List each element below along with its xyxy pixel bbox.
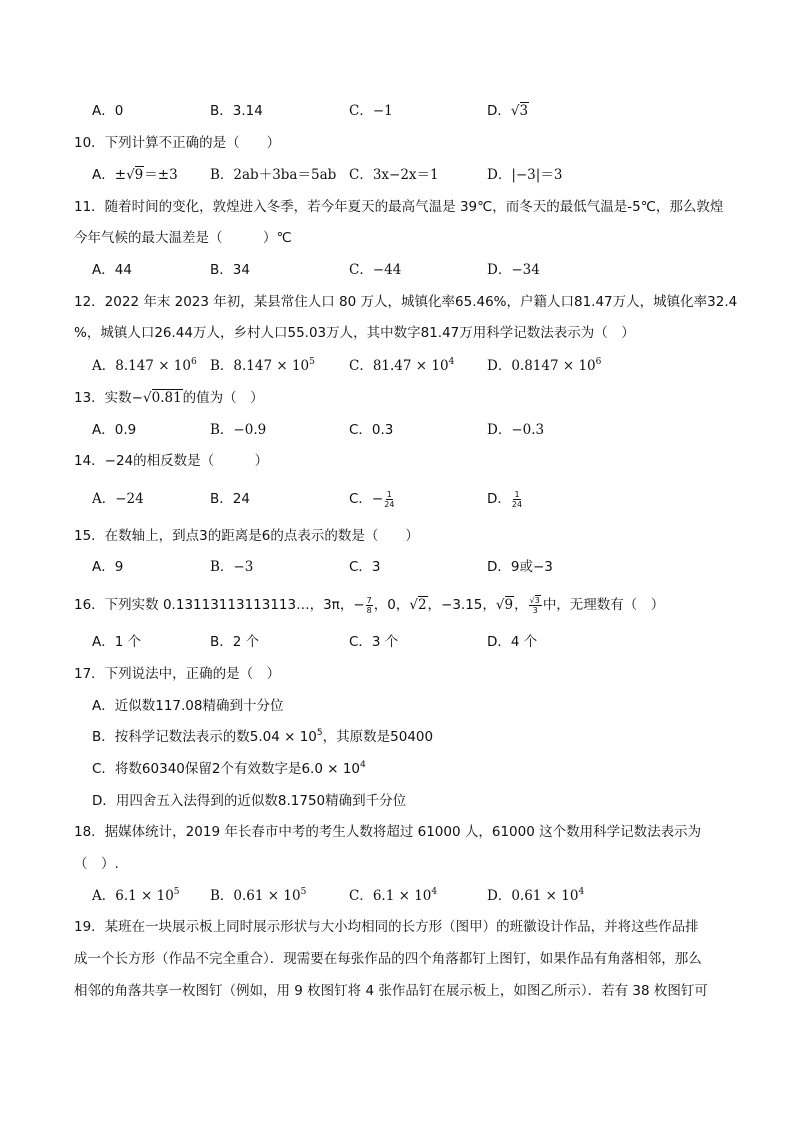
q10-option-a: A．±√9＝±3	[92, 167, 178, 183]
q12-option-b: B．$8.147 \times 10^5$	[210, 357, 315, 374]
q11-stem-line2: 今年气候的最大温差是（ ）℃	[74, 230, 292, 246]
q9-option-b: B．3.14	[210, 103, 263, 119]
q14-option-a: A．−24	[92, 491, 144, 507]
q19-stem-line1: 19．某班在一块展示板上同时展示形状与大小均相同的长方形（图甲）的班徽设计作品，并将这些作品排	[74, 919, 699, 935]
q11-option-c: C．−44	[349, 262, 402, 278]
sqrt-sign-icon: √2	[409, 597, 427, 613]
sqrt-sign-icon: √3	[510, 103, 529, 119]
q15-option-a: A．9	[92, 559, 124, 575]
q16-option-d: D．4 个	[487, 634, 538, 650]
q14-option-c: C．− $\frac{1}{24}$	[349, 489, 395, 509]
q12-option-d: D．$0.8147 \times 10^6$	[487, 357, 602, 374]
q17-option-d: D．用四舍五入法得到的近似数8.1750精确到千分位	[92, 793, 407, 809]
q19-stem-line3: 相邻的角落共享一枚图钉（例如，用 9 枚图钉将 4 张作品钉在展示板上，如图乙所示）．若有 38 枚图钉可	[74, 983, 708, 999]
q11-option-d: D．−34	[487, 262, 540, 278]
q11-option-b: B．34	[210, 262, 250, 278]
q10-stem: 10．下列计算不正确的是（ ）	[74, 135, 281, 151]
q12-stem-line2: %，城镇人口26.44万人，乡村人口55.03万人，其中数字81.47万用科学记数法表示为（ ）	[74, 325, 635, 341]
sqrt-sign-icon: √9	[126, 167, 144, 183]
q16-stem: 16．下列实数 0.13113113113113…，3π，− $\frac{7}{8}$ ，0，√2，−3.15，√9， $\frac{√3}{3}$ 中，无理数有（ ）	[74, 595, 665, 615]
q10-option-b: B．2ab＋3ba＝5ab	[210, 167, 337, 183]
q13-option-c: C．0.3	[349, 422, 394, 438]
q12-stem-line1: 12．2022 年末 2023 年初，某县常住人口 80 万人，城镇化率65.46%，户籍人口81.47万人，城镇化率32.4	[74, 294, 738, 310]
q12-option-a: A．$8.147 \times 10^6$	[92, 357, 197, 374]
q18-stem-line2: （ ）.	[74, 856, 119, 872]
fraction: $\frac{1}{24}$	[384, 489, 395, 509]
q10-option-d: D．|−3|＝3	[487, 167, 563, 183]
q11-stem-line1: 11．随着时间的变化，敦煌进入冬季，若今年夏天的最高气温是 39℃，而冬天的最低气温是-5℃，那么敦煌	[74, 199, 724, 215]
sqrt-sign-icon: √9	[495, 597, 514, 613]
q12-option-c: C．$81.47 \times 10^4$	[349, 357, 455, 374]
q15-option-b: B．−3	[210, 559, 254, 575]
q9-option-a: A．0	[92, 103, 124, 119]
q18-option-c: C．$6.1 \times 10^4$	[349, 887, 438, 904]
q15-stem: 15．在数轴上，到点3的距离是6的点表示的数是（ ）	[74, 528, 419, 544]
q13-stem: 13．实数−√0.81的值为（ ）	[74, 390, 264, 406]
q18-option-b: B．$0.61 \times 10^5$	[210, 887, 307, 904]
q18-stem-line1: 18．据媒体统计，2019 年长春市中考的考生人数将超过 61000 人，61000 这个数用科学记数法表示为	[74, 824, 702, 840]
q16-option-b: B．2 个	[210, 634, 260, 650]
fraction: $\frac{7}{8}$	[366, 595, 372, 615]
q10-option-c: C．3x−2x＝1	[349, 167, 439, 183]
q11-option-a: A．44	[92, 262, 132, 278]
q17-option-a: A．近似数117.08精确到十分位	[92, 698, 284, 714]
q18-option-a: A．$6.1 \times 10^5$	[92, 887, 180, 904]
q16-option-c: C．3 个	[349, 634, 399, 650]
q13-option-d: D．−0.3	[487, 422, 545, 438]
q17-option-c: C．将数60340保留2个有效数字是$6.0 \times 10^4$	[92, 760, 366, 777]
q14-option-d: D． $\frac{1}{24}$	[487, 489, 523, 509]
q17-stem: 17．下列说法中，正确的是（ ）	[74, 666, 281, 682]
q9-option-d: D．√3	[487, 103, 529, 119]
q17-option-b: B．按科学记数法表示的数$5.04 \times 10^5$，其原数是50400	[92, 728, 434, 745]
q14-option-b: B．24	[210, 491, 250, 507]
fraction: $\frac{√3}{3}$	[529, 595, 540, 615]
sqrt-sign-icon: √0.81	[143, 390, 182, 406]
q14-stem: 14．−24的相反数是（ ）	[74, 453, 269, 469]
q13-option-b: B．−0.9	[210, 422, 267, 438]
q18-option-d: D．$0.61 \times 10^4$	[487, 887, 585, 904]
q9-option-c: C．−1	[349, 103, 393, 119]
q16-option-a: A．1 个	[92, 634, 142, 650]
q15-option-c: C．3	[349, 559, 381, 575]
q13-option-a: A．0.9	[92, 422, 137, 438]
fraction: $\frac{1}{24}$	[511, 489, 523, 509]
q15-option-d: D．9或−3	[487, 559, 553, 575]
q19-stem-line2: 成一个长方形（作品不完全重合）．现需要在每张作品的四个角落都钉上图钉，如果作品有角落相邻，那么	[74, 951, 702, 967]
